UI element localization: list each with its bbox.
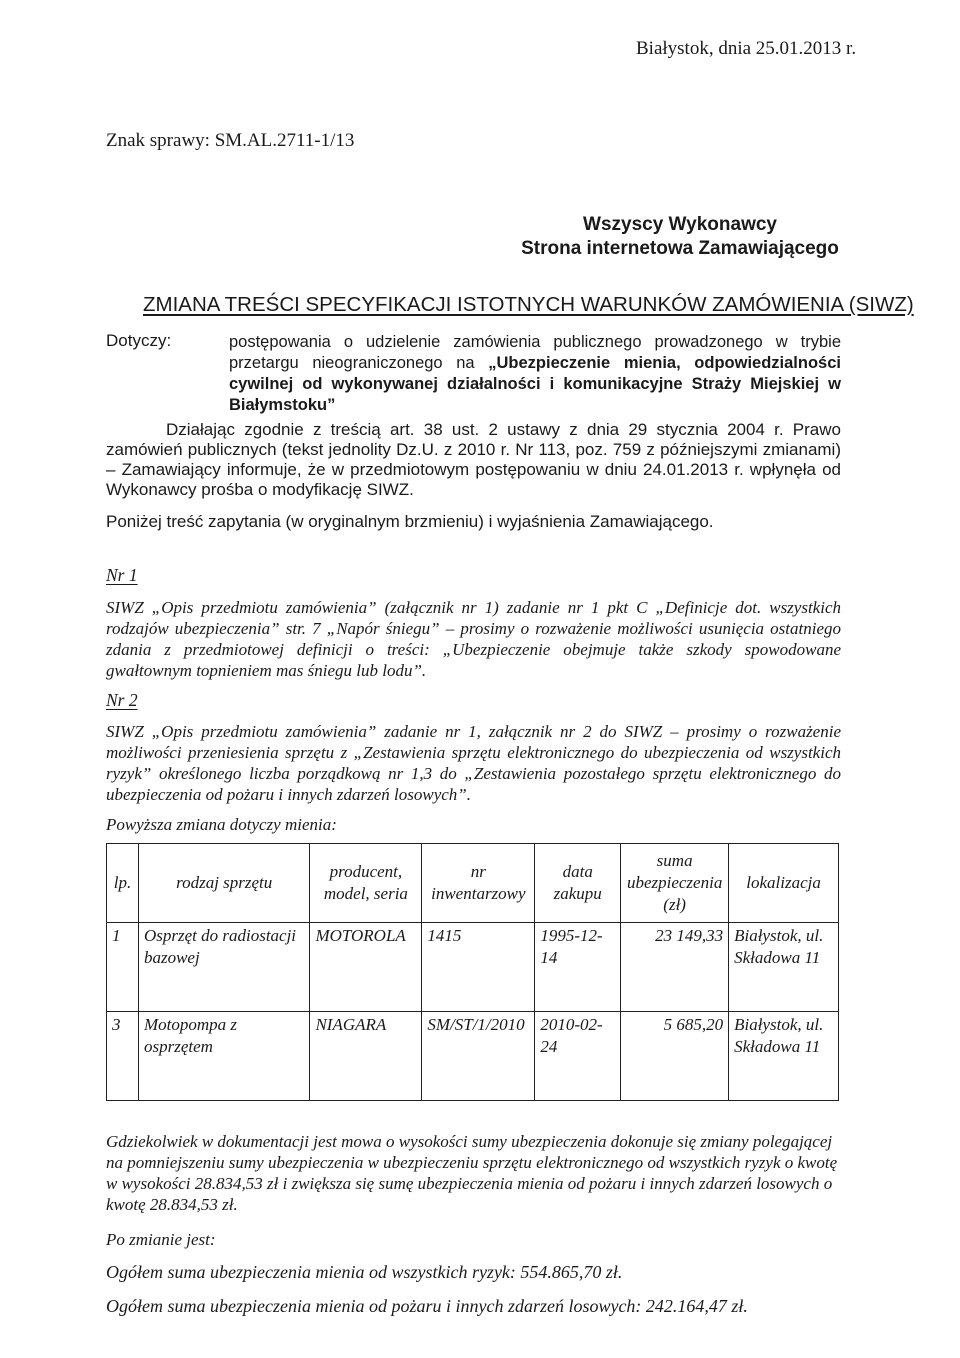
- cell-sum: 23 149,33: [621, 923, 729, 1012]
- cell-lp: 3: [107, 1012, 139, 1101]
- below-paragraph: Poniżej treść zapytania (w oryginalnym brzmieniu) i wyjaśnienia Zamawiającego.: [106, 512, 714, 531]
- table-row: [107, 1012, 839, 1101]
- total-fire: Ogółem suma ubezpieczenia mienia od pożaru i innych zdarzeń losowych: 242.164,47 zł.: [106, 1296, 748, 1316]
- cell-lp: 1: [107, 923, 139, 1012]
- question-2-text: SIWZ „Opis przedmiotu zamówienia” zadanie nr 1, załącznik nr 2 do SIWZ – prosimy o rozważenie możliwości przeniesienia sprzętu z „Zestawienia sprzętu elektronicznego do ubezpieczenia od wszystkich ryzyk” określonego liczba porządkową nr 1,3 do „Zestawienia pozostałego sprzętu elektronicznego do ubezpieczenia od pożaru i innych zdarzeń losowych”.: [106, 722, 841, 804]
- addressee-block: [480, 213, 880, 261]
- equipment-table: [106, 843, 839, 1101]
- cell-type: Motopompa z osprzętem: [138, 1012, 309, 1101]
- place-date: Białystok, dnia 25.01.2013 r.: [636, 38, 857, 59]
- total-all-risks: Ogółem suma ubezpieczenia mienia od wszystkich ryzyk: 554.865,70 zł.: [106, 1262, 623, 1282]
- case-reference: Znak sprawy: SM.AL.2711-1/13: [106, 130, 355, 151]
- cell-date: 1995-12-14: [535, 923, 621, 1012]
- cell-producer: NIAGARA: [310, 1012, 422, 1101]
- regarding-text: [229, 332, 841, 416]
- header-sum: suma ubezpieczenia (zł): [621, 844, 729, 923]
- after-change-label: Po zmianie jest:: [106, 1230, 216, 1249]
- cell-location: Białystok, ul. Składowa 11: [729, 923, 839, 1012]
- cell-producer: MOTOROLA: [310, 923, 422, 1012]
- addressee-line-1: Wszyscy Wykonawcy: [583, 214, 777, 235]
- header-inventory: nr inwentarzowy: [422, 844, 535, 923]
- header-location: lokalizacja: [729, 844, 839, 923]
- cell-inventory: SM/ST/1/2010: [422, 1012, 535, 1101]
- regarding-label: Dotyczy:: [106, 331, 172, 350]
- closing-paragraph: Gdziekolwiek w dokumentacji jest mowa o wysokości sumy ubezpieczenia dokonuje się zmiany polegającej na pomniejszeniu sumy ubezpieczenia w ubezpieczeniu sprzętu elektronicznego od wszystkich ryzyk o kwotę w wysokości 28.834,53 zł i zwiększa się sumę ubezpieczenia mienia od pożaru i innych zdarzeń losowych o kwotę 28.834,53 zł.: [106, 1132, 838, 1214]
- cell-location: Białystok, ul. Składowa 11: [729, 1012, 839, 1101]
- header-producer: producent, model, seria: [310, 844, 422, 923]
- intro-paragraph: Działając zgodnie z treścią art. 38 ust. 2 ustawy z dnia 29 stycznia 2004 r. Prawo zamówień publicznych (tekst jednolity Dz.U. z 2010 r. Nr 113, poz. 759 z późniejszymi zmianami) – Zamawiający informuje, że w przedmiotowym postępowaniu w dniu 24.01.2013 r. wpłynęła od Wykonawcy prośba o modyfikację SIWZ.: [106, 420, 841, 499]
- document-title: ZMIANA TREŚCI SPECYFIKACJI ISTOTNYCH WARUNKÓW ZAMÓWIENIA (SIWZ): [143, 293, 914, 316]
- question-1-text: SIWZ „Opis przedmiotu zamówienia” (załącznik nr 1) zadanie nr 1 pkt C „Definicje dot. wszystkich rodzajów ubezpieczenia” str. 7 „Napór śniegu” – prosimy o rozważenie możliwości usunięcia ostatniego zdania z przedmiotowej definicji o treści: „Ubezpieczenie obejmuje także szkody spowodowane gwałtownym topnieniem mas śniegu lub lodu”.: [106, 598, 841, 680]
- cell-inventory: 1415: [422, 923, 535, 1012]
- cell-type: Osprzęt do radiostacji bazowej: [138, 923, 309, 1012]
- question-1-number: Nr 1: [106, 565, 138, 585]
- addressee-line-2: Strona internetowa Zamawiającego: [521, 238, 839, 259]
- cell-sum: 5 685,20: [621, 1012, 729, 1101]
- cell-date: 2010-02-24: [535, 1012, 621, 1101]
- header-date: data zakupu: [535, 844, 621, 923]
- table-row: [107, 923, 839, 1012]
- table-header-row: [107, 844, 839, 923]
- regarding-text-normal: postępowania o udzielenie zamówienia publicznego prowadzonego w trybie przetargu nieograniczonego na: [229, 333, 841, 372]
- change-note: Powyższa zmiana dotyczy mienia:: [106, 815, 337, 834]
- header-type: rodzaj sprzętu: [138, 844, 309, 923]
- regarding-subject: „Ubezpieczenie mienia, odpowiedzialności cywilnej od wykonywanej działalności i komunikacyjne Straży Miejskiej w Białymstoku”: [229, 354, 841, 414]
- header-lp: lp.: [107, 844, 139, 923]
- question-2-number: Nr 2: [106, 690, 138, 710]
